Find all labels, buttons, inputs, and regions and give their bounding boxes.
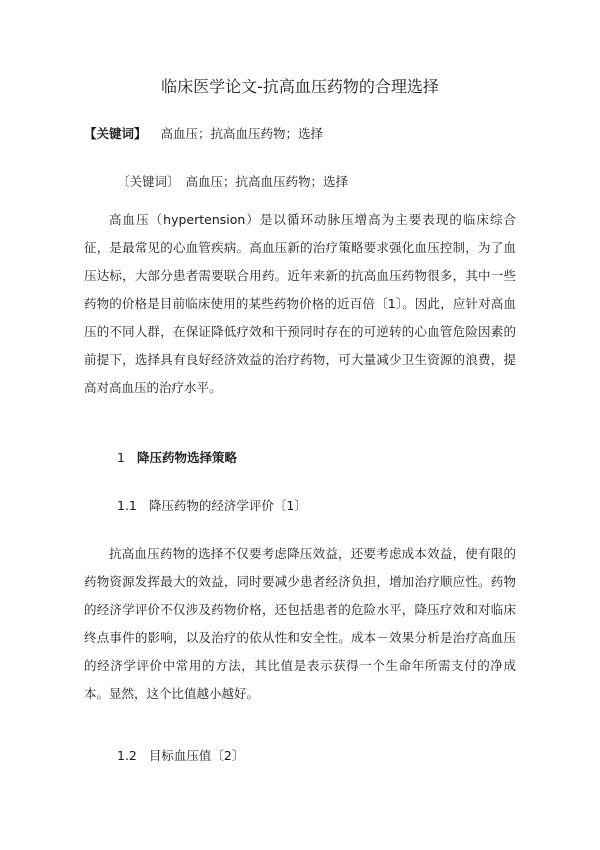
subsection-number: 1.1 — [117, 498, 137, 513]
subsection-heading-1-1 — [117, 496, 307, 516]
section-heading-1 — [117, 448, 237, 468]
subsection-heading-1-2 — [117, 746, 244, 766]
subsection-number: 1.2 — [117, 748, 137, 763]
section-1-1-paragraph: 抗高血压药物的选择不仅要考虑降压效益，还要考虑成本效益，使有限的药物资源发挥最大的效益，同时要减少患者经济负担，增加治疗顺应性。药物的经济学评价不仅涉及药物价格，还包括患者的危险水平，降压疗效和对临床终点事件的影响，以及治疗的依从性和安全性。成本－效果分析是治疗高血压的经济学评价中常用的方法，其比值是表示获得一个生命年所需支付的净成本。显然，这个比值越小越好。 — [84, 546, 516, 701]
keywords-label-plain: 〔关键词〕 — [117, 174, 180, 189]
section-title: 降压药物选择策略 — [136, 450, 237, 465]
keywords-value-bold: 高血压；抗高血压药物；选择 — [160, 126, 324, 141]
subsection-title: 目标血压值〔2〕 — [148, 748, 245, 763]
subsection-title: 降压药物的经济学评价〔1〕 — [148, 498, 307, 513]
keywords-value-plain: 高血压；抗高血压药物；选择 — [185, 174, 349, 189]
keywords-line-plain — [117, 172, 348, 192]
keywords-label-bold: 【关键词】 — [84, 126, 147, 141]
document-title: 临床医学论文-抗高血压药物的合理选择 — [161, 77, 439, 96]
keywords-line-bold — [84, 124, 323, 144]
intro-paragraph: 高血压（hypertension）是以循环动脉压增高为主要表现的临床综合征，是最常见的心血管疾病。高血压新的治疗策略要求强化血压控制，为了血压达标，大部分患者需要联合用药。近年来新的抗高血压药物很多，其中一些药物的价格是目前临床使用的某些药物价格的近百倍〔1〕。因此，应针对高血压的不同人群，在保证降低疗效和干预同时存在的可逆转的心血管危险因素的前提下，选择具有良好经济效益的治疗药物，可大量减少卫生资源的浪费，提高对高血压的治疗水平。 — [84, 212, 516, 395]
section-number: 1 — [117, 450, 125, 465]
